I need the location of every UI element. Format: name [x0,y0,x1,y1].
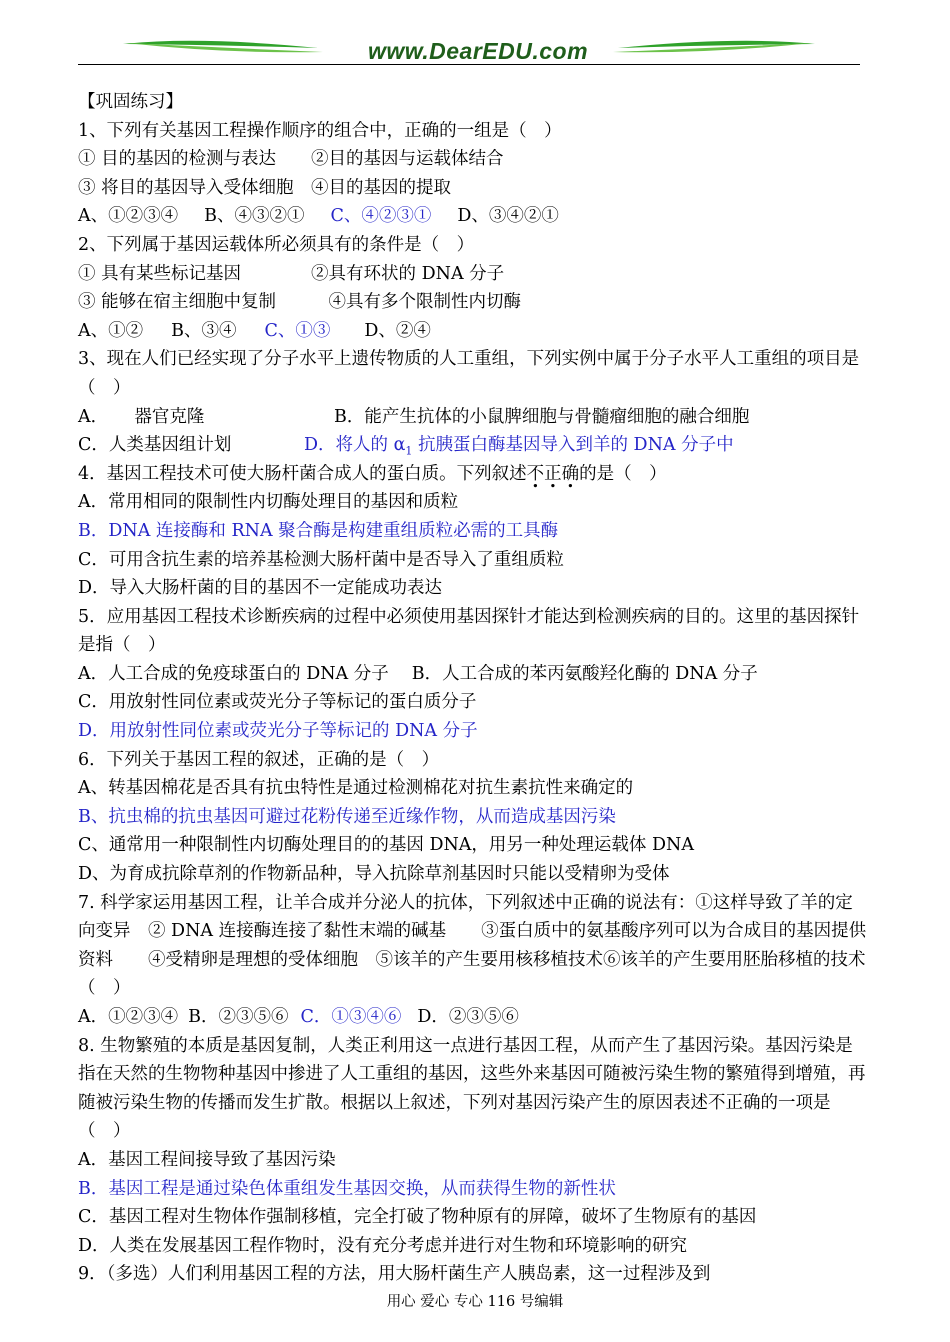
q3-stem: 3、现在人们已经实现了分子水平上遗传物质的人工重组，下列实例中属于分子水平人工重组的项目是（ ） [78,349,860,398]
q6-option-d: D、为育成抗除草剂的作物新品种，导入抗除草剂基因时只能以受精卵为受体 [78,864,670,885]
q6-option-a: A、转基因棉花是否具有抗虫特性是通过检测棉花对抗生素抗性来确定的 [78,778,634,799]
q8-stem: 8. 生物繁殖的本质是基因复制，人类正利用这一点进行基因工程，从而产生了基因污染。基因污染是指在天然的生物物种基因中掺进了人工重组的基因，这些外来基因可随被污染生物的繁殖得到增殖，再随被污染生物的传播而发生扩散。根据以上叙述，下列对基因污染产生的原因表述不正确的一项是（ ） [78,1035,866,1142]
site-logo-text: www.DearEDU.com [367,38,589,64]
q1-option-b: B、④③②① [204,206,305,227]
q8-option-a: A．基因工程间接导致了基因污染 [78,1149,336,1170]
q3-option-a: A． 器官克隆 [78,406,205,427]
q1-option-d: D、③④②① [457,206,559,227]
q7-option-a: A．①②③④ [78,1007,179,1027]
q2-items-a: ① 具有某些标记基因 ②具有环状的 DNA 分子 [78,263,505,284]
q6-option-b-answer: B、抗虫棉的抗虫基因可避过花粉传递至近缘作物，从而造成基因污染 [78,806,616,827]
q1-options [78,202,868,231]
q5-stem: 5．应用基因工程技术诊断疾病的过程中必须使用基因探针才能达到检测疾病的目的。这里的基因探针是指（ ） [78,606,860,656]
q7-option-d: D．②③⑤⑥ [417,1007,519,1027]
q2-stem: 2、下列属于基因运载体所必须具有的条件是（ ） [78,234,475,255]
q9-stem: 9．（多选）人们利用基因工程的方法，用大肠杆菌生产人胰岛素，这一过程涉及到 [78,1264,711,1285]
q5-option-c: C．用放射性同位素或荧光分子等标记的蛋白质分子 [78,692,477,713]
q3-option-d-answer: D．将人的 $\alpha_1$ 抗胰蛋白酶基因导入到羊的 DNA 分子中 [304,435,734,458]
q3-option-c: C．人类基因组计划 [78,435,232,456]
q5-options-ab: A．人工合成的免疫球蛋白的 DNA 分子 B．人工合成的苯丙氨酸羟化酶的 DNA 分子 [78,663,758,684]
q7-option-b: B．②③⑤⑥ [188,1007,289,1027]
q1-items-b: ③ 将目的基因导入受体细胞 ④目的基因的提取 [78,177,452,198]
q1-option-c-answer: C、④②③① [330,206,432,227]
q5-option-d-answer: D．用放射性同位素或荧光分子等标记的 DNA 分子 [78,721,478,742]
q1-option-a: A、①②③④ [78,206,179,227]
q2-options [78,317,868,346]
q7-options [78,1003,868,1032]
q2-option-a: A、①② [78,320,144,341]
q4-option-a: A．常用相同的限制性内切酶处理目的基因和质粒 [78,492,459,513]
header-divider [78,64,860,65]
q1-stem: 1、下列有关基因工程操作顺序的组合中，正确的一组是（ ） [78,120,562,141]
q4-option-b-answer: B．DNA 连接酶和 RNA 聚合酶是构建重组质粒必需的工具酶 [78,520,559,541]
q8-option-d: D．人类在发展基因工程作物时，没有充分考虑并进行对生物和环境影响的研究 [78,1235,688,1256]
q2-items-b: ③ 能够在宿主细胞中复制 ④具有多个限制性内切酶 [78,292,522,313]
q4-option-c: C．可用含抗生素的培养基检测大肠杆菌中是否导入了重组质粒 [78,549,564,570]
section-title: 【巩固练习】 [78,92,183,112]
q6-stem: 6．下列关于基因工程的叙述，正确的是（ ） [78,749,440,770]
q7-stem: 7. 科学家运用基因工程，让羊合成并分泌人的抗体，下列叙述中正确的说法有：①这样导致了羊的定向变异 ② DNA 连接酶连接了黏性末端的碱基 ③蛋白质中的氨基酸序列可以为合成目的基因提供资料 ④受精卵是理想的受体细胞 ⑤该羊的产生要用核移植技术⑥该羊的产生要用胚胎移植的技术（ ） [78,892,867,999]
header-logo [78,34,860,68]
q3-option-b: B．能产生抗体的小鼠脾细胞与骨髓瘤细胞的融合细胞 [334,406,750,427]
q8-option-b-answer: B．基因工程是通过染色体重组发生基因交换，从而获得生物的新性状 [78,1178,616,1199]
q7-option-c-answer: C．①③④⑥ [300,1007,402,1027]
q1-items-a: ① 目的基因的检测与表达 ②目的基因与运载体结合 [78,149,504,170]
q8-option-c: C．基因工程对生物体作强制移植，完全打破了物种原有的屏障，破坏了生物原有的基因 [78,1207,757,1228]
page-footer: 用心 爱心 专心 116 号编辑 [386,1294,564,1310]
q2-option-d: D、②④ [364,320,431,341]
q6-option-c: C、通常用一种限制性内切酶处理目的的基因 DNA，用另一种处理运载体 DNA [78,835,694,856]
q2-option-b: B、③④ [171,320,237,341]
q4-stem: 4．基因工程技术可使大肠杆菌合成人的蛋白质。下列叙述不正确的是（ ） [78,463,667,484]
q2-option-c-answer: C、①③ [264,320,331,341]
exercise-content [78,88,868,1289]
q3-options-ab [78,403,868,432]
q3-options-cd [78,431,868,460]
q4-option-d: D．导入大肠杆菌的目的基因不一定能成功表达 [78,578,443,599]
